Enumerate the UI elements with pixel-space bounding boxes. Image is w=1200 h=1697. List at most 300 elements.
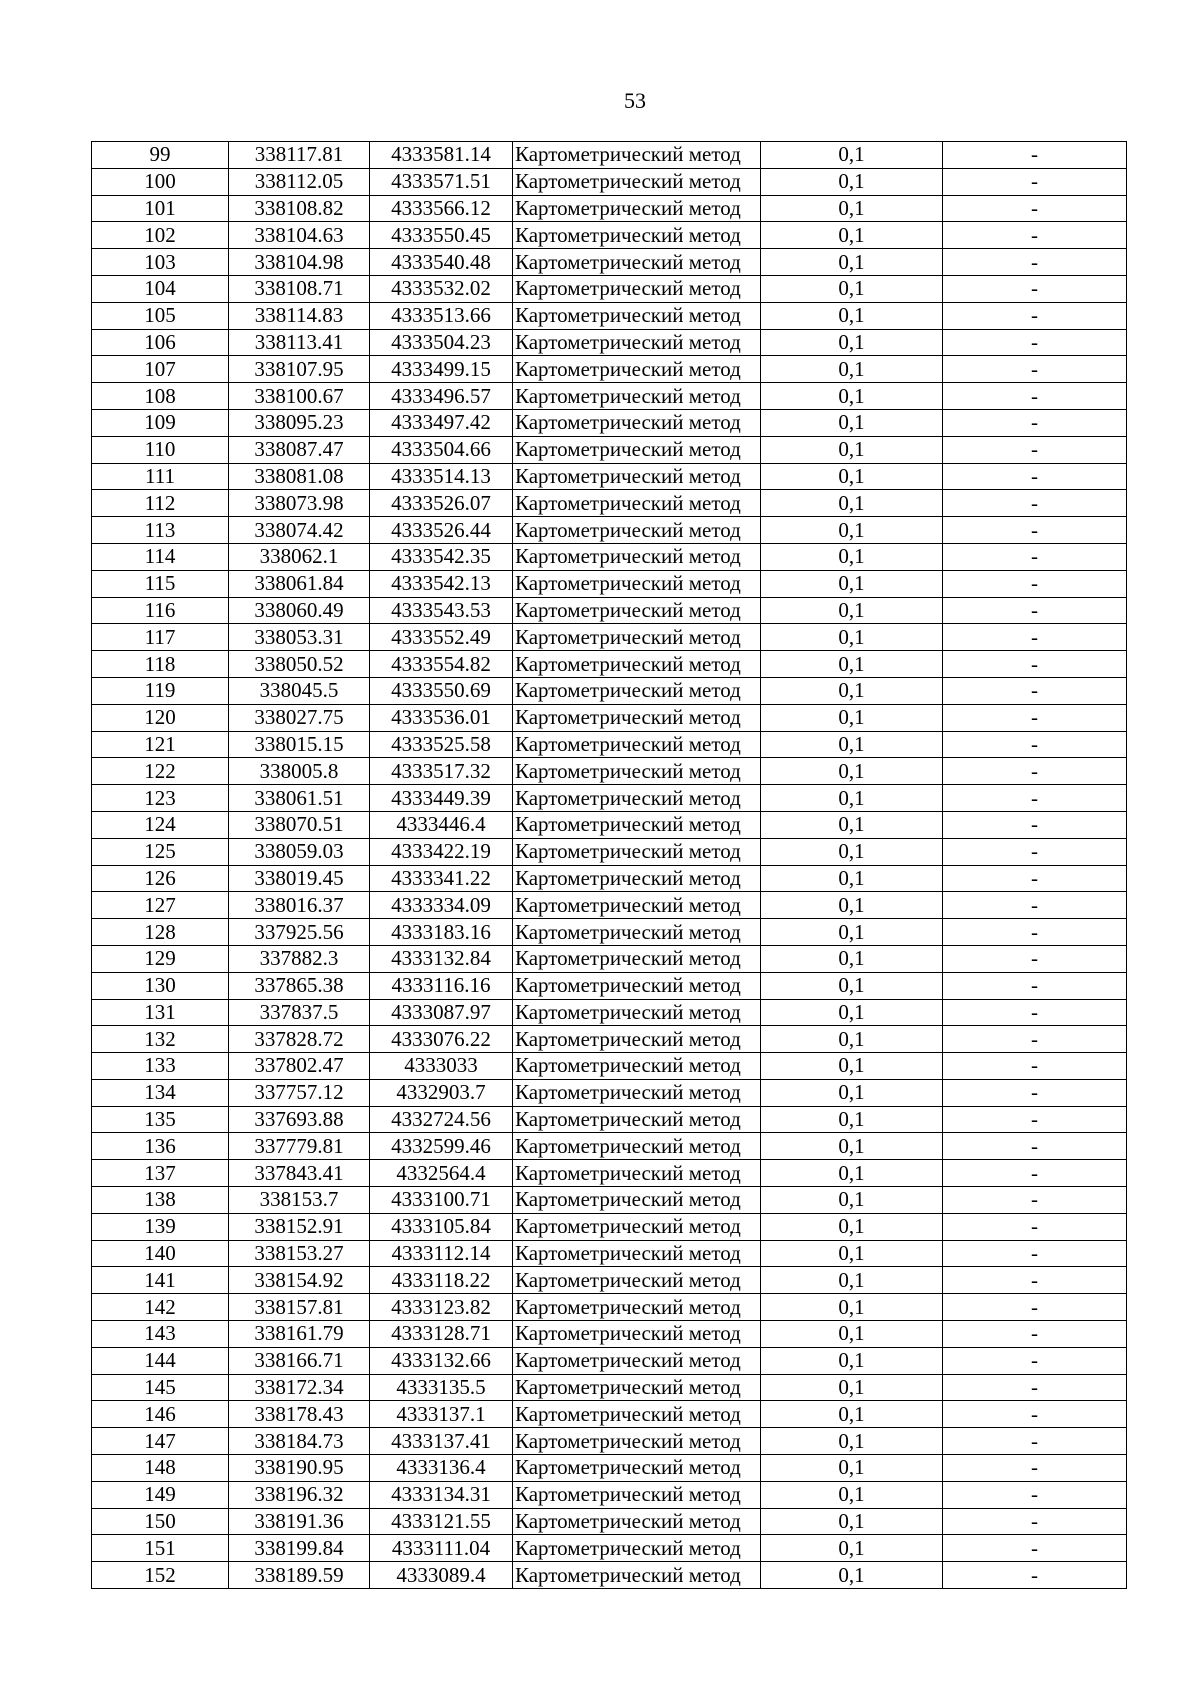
accuracy-cell: 0,1 — [761, 463, 943, 490]
x-coordinate-cell: 337843.41 — [229, 1160, 370, 1187]
accuracy-cell: 0,1 — [761, 570, 943, 597]
method-cell: Картометрический метод — [513, 1481, 761, 1508]
method-cell: Картометрический метод — [513, 1026, 761, 1053]
table-row — [92, 1347, 1127, 1374]
table-row — [92, 704, 1127, 731]
y-coordinate-cell: 4333504.23 — [370, 329, 513, 356]
accuracy-cell: 0,1 — [761, 1053, 943, 1080]
x-coordinate-cell: 338050.52 — [229, 651, 370, 678]
note-cell: - — [943, 972, 1127, 999]
point-number-cell: 140 — [92, 1240, 229, 1267]
point-number-cell: 139 — [92, 1213, 229, 1240]
method-cell: Картометрический метод — [513, 383, 761, 410]
table-row — [92, 383, 1127, 410]
note-cell: - — [943, 1481, 1127, 1508]
y-coordinate-cell: 4333137.41 — [370, 1428, 513, 1455]
x-coordinate-cell: 338112.05 — [229, 168, 370, 195]
note-cell: - — [943, 677, 1127, 704]
table-row — [92, 624, 1127, 651]
method-cell: Картометрический метод — [513, 651, 761, 678]
point-number-cell: 133 — [92, 1053, 229, 1080]
point-number-cell: 136 — [92, 1133, 229, 1160]
note-cell: - — [943, 811, 1127, 838]
accuracy-cell: 0,1 — [761, 517, 943, 544]
method-cell: Картометрический метод — [513, 677, 761, 704]
table-row — [92, 1535, 1127, 1562]
x-coordinate-cell: 338062.1 — [229, 543, 370, 570]
x-coordinate-cell: 338117.81 — [229, 142, 370, 169]
point-number-cell: 123 — [92, 785, 229, 812]
point-number-cell: 108 — [92, 383, 229, 410]
method-cell: Картометрический метод — [513, 195, 761, 222]
note-cell: - — [943, 945, 1127, 972]
accuracy-cell: 0,1 — [761, 356, 943, 383]
accuracy-cell: 0,1 — [761, 1374, 943, 1401]
note-cell: - — [943, 704, 1127, 731]
method-cell: Картометрический метод — [513, 1160, 761, 1187]
table-row — [92, 811, 1127, 838]
x-coordinate-cell: 338107.95 — [229, 356, 370, 383]
table-row — [92, 758, 1127, 785]
point-number-cell: 150 — [92, 1508, 229, 1535]
x-coordinate-cell: 338016.37 — [229, 892, 370, 919]
method-cell: Картометрический метод — [513, 275, 761, 302]
note-cell: - — [943, 919, 1127, 946]
y-coordinate-cell: 4333033 — [370, 1053, 513, 1080]
note-cell: - — [943, 275, 1127, 302]
y-coordinate-cell: 4333550.69 — [370, 677, 513, 704]
table-row — [92, 1401, 1127, 1428]
x-coordinate-cell: 338152.91 — [229, 1213, 370, 1240]
x-coordinate-cell: 338060.49 — [229, 597, 370, 624]
x-coordinate-cell: 338073.98 — [229, 490, 370, 517]
y-coordinate-cell: 4333137.1 — [370, 1401, 513, 1428]
y-coordinate-cell: 4333121.55 — [370, 1508, 513, 1535]
y-coordinate-cell: 4333571.51 — [370, 168, 513, 195]
table-row — [92, 919, 1127, 946]
x-coordinate-cell: 338095.23 — [229, 409, 370, 436]
point-number-cell: 105 — [92, 302, 229, 329]
y-coordinate-cell: 4332724.56 — [370, 1106, 513, 1133]
accuracy-cell: 0,1 — [761, 1508, 943, 1535]
accuracy-cell: 0,1 — [761, 704, 943, 731]
table-row — [92, 436, 1127, 463]
y-coordinate-cell: 4332599.46 — [370, 1133, 513, 1160]
accuracy-cell: 0,1 — [761, 677, 943, 704]
x-coordinate-cell: 338199.84 — [229, 1535, 370, 1562]
x-coordinate-cell: 338190.95 — [229, 1455, 370, 1482]
accuracy-cell: 0,1 — [761, 972, 943, 999]
accuracy-cell: 0,1 — [761, 865, 943, 892]
table-row — [92, 838, 1127, 865]
accuracy-cell: 0,1 — [761, 811, 943, 838]
point-number-cell: 110 — [92, 436, 229, 463]
point-number-cell: 151 — [92, 1535, 229, 1562]
accuracy-cell: 0,1 — [761, 543, 943, 570]
y-coordinate-cell: 4333087.97 — [370, 999, 513, 1026]
y-coordinate-cell: 4333449.39 — [370, 785, 513, 812]
accuracy-cell: 0,1 — [761, 383, 943, 410]
method-cell: Картометрический метод — [513, 1053, 761, 1080]
method-cell: Картометрический метод — [513, 463, 761, 490]
method-cell: Картометрический метод — [513, 409, 761, 436]
table-row — [92, 1428, 1127, 1455]
accuracy-cell: 0,1 — [761, 436, 943, 463]
y-coordinate-cell: 4333504.66 — [370, 436, 513, 463]
accuracy-cell: 0,1 — [761, 945, 943, 972]
method-cell: Картометрический метод — [513, 517, 761, 544]
table-row — [92, 249, 1127, 276]
accuracy-cell: 0,1 — [761, 275, 943, 302]
note-cell: - — [943, 597, 1127, 624]
x-coordinate-cell: 338114.83 — [229, 302, 370, 329]
point-number-cell: 137 — [92, 1160, 229, 1187]
x-coordinate-cell: 338154.92 — [229, 1267, 370, 1294]
note-cell: - — [943, 356, 1127, 383]
table-row — [92, 1321, 1127, 1348]
point-number-cell: 118 — [92, 651, 229, 678]
point-number-cell: 132 — [92, 1026, 229, 1053]
note-cell: - — [943, 624, 1127, 651]
x-coordinate-cell: 338061.51 — [229, 785, 370, 812]
method-cell: Картометрический метод — [513, 570, 761, 597]
method-cell: Картометрический метод — [513, 1187, 761, 1214]
accuracy-cell: 0,1 — [761, 1160, 943, 1187]
note-cell: - — [943, 1374, 1127, 1401]
accuracy-cell: 0,1 — [761, 1133, 943, 1160]
method-cell: Картометрический метод — [513, 1455, 761, 1482]
table-row — [92, 302, 1127, 329]
y-coordinate-cell: 4333526.44 — [370, 517, 513, 544]
y-coordinate-cell: 4333132.66 — [370, 1347, 513, 1374]
note-cell: - — [943, 758, 1127, 785]
y-coordinate-cell: 4333552.49 — [370, 624, 513, 651]
method-cell: Картометрический метод — [513, 490, 761, 517]
x-coordinate-cell: 337779.81 — [229, 1133, 370, 1160]
point-number-cell: 100 — [92, 168, 229, 195]
note-cell: - — [943, 1053, 1127, 1080]
note-cell: - — [943, 1401, 1127, 1428]
y-coordinate-cell: 4333526.07 — [370, 490, 513, 517]
note-cell: - — [943, 490, 1127, 517]
table-row — [92, 1455, 1127, 1482]
point-number-cell: 120 — [92, 704, 229, 731]
point-number-cell: 117 — [92, 624, 229, 651]
table-row — [92, 329, 1127, 356]
point-number-cell: 148 — [92, 1455, 229, 1482]
accuracy-cell: 0,1 — [761, 651, 943, 678]
accuracy-cell: 0,1 — [761, 222, 943, 249]
point-number-cell: 107 — [92, 356, 229, 383]
point-number-cell: 141 — [92, 1267, 229, 1294]
x-coordinate-cell: 338172.34 — [229, 1374, 370, 1401]
x-coordinate-cell: 338108.82 — [229, 195, 370, 222]
method-cell: Картометрический метод — [513, 1401, 761, 1428]
point-number-cell: 109 — [92, 409, 229, 436]
y-coordinate-cell: 4333514.13 — [370, 463, 513, 490]
y-coordinate-cell: 4333517.32 — [370, 758, 513, 785]
x-coordinate-cell: 338191.36 — [229, 1508, 370, 1535]
method-cell: Картометрический метод — [513, 543, 761, 570]
note-cell: - — [943, 329, 1127, 356]
note-cell: - — [943, 142, 1127, 169]
note-cell: - — [943, 1079, 1127, 1106]
x-coordinate-cell: 338100.67 — [229, 383, 370, 410]
point-number-cell: 152 — [92, 1562, 229, 1589]
y-coordinate-cell: 4333111.04 — [370, 1535, 513, 1562]
x-coordinate-cell: 338196.32 — [229, 1481, 370, 1508]
note-cell: - — [943, 1187, 1127, 1214]
x-coordinate-cell: 338005.8 — [229, 758, 370, 785]
accuracy-cell: 0,1 — [761, 1240, 943, 1267]
table-row — [92, 275, 1127, 302]
accuracy-cell: 0,1 — [761, 1026, 943, 1053]
point-number-cell: 126 — [92, 865, 229, 892]
table-row — [92, 892, 1127, 919]
accuracy-cell: 0,1 — [761, 919, 943, 946]
x-coordinate-cell: 337925.56 — [229, 919, 370, 946]
table-row — [92, 1187, 1127, 1214]
y-coordinate-cell: 4333341.22 — [370, 865, 513, 892]
point-number-cell: 147 — [92, 1428, 229, 1455]
accuracy-cell: 0,1 — [761, 1562, 943, 1589]
note-cell: - — [943, 195, 1127, 222]
table-row — [92, 1026, 1127, 1053]
method-cell: Картометрический метод — [513, 1347, 761, 1374]
note-cell: - — [943, 168, 1127, 195]
x-coordinate-cell: 337837.5 — [229, 999, 370, 1026]
accuracy-cell: 0,1 — [761, 999, 943, 1026]
y-coordinate-cell: 4333525.58 — [370, 731, 513, 758]
method-cell: Картометрический метод — [513, 1508, 761, 1535]
y-coordinate-cell: 4333542.13 — [370, 570, 513, 597]
table-row — [92, 1267, 1127, 1294]
y-coordinate-cell: 4333118.22 — [370, 1267, 513, 1294]
page-number: 53 — [624, 88, 646, 113]
point-number-cell: 124 — [92, 811, 229, 838]
table-row — [92, 490, 1127, 517]
y-coordinate-cell: 4333132.84 — [370, 945, 513, 972]
table-row — [92, 945, 1127, 972]
point-number-cell: 101 — [92, 195, 229, 222]
x-coordinate-cell: 337828.72 — [229, 1026, 370, 1053]
point-number-cell: 134 — [92, 1079, 229, 1106]
y-coordinate-cell: 4333089.4 — [370, 1562, 513, 1589]
x-coordinate-cell: 338087.47 — [229, 436, 370, 463]
note-cell: - — [943, 222, 1127, 249]
table-row — [92, 999, 1127, 1026]
table-row — [92, 677, 1127, 704]
accuracy-cell: 0,1 — [761, 892, 943, 919]
table-row — [92, 409, 1127, 436]
y-coordinate-cell: 4333183.16 — [370, 919, 513, 946]
accuracy-cell: 0,1 — [761, 168, 943, 195]
point-number-cell: 135 — [92, 1106, 229, 1133]
method-cell: Картометрический метод — [513, 892, 761, 919]
y-coordinate-cell: 4333076.22 — [370, 1026, 513, 1053]
method-cell: Картометрический метод — [513, 624, 761, 651]
method-cell: Картометрический метод — [513, 704, 761, 731]
accuracy-cell: 0,1 — [761, 1455, 943, 1482]
note-cell: - — [943, 999, 1127, 1026]
table-row — [92, 356, 1127, 383]
y-coordinate-cell: 4333566.12 — [370, 195, 513, 222]
note-cell: - — [943, 409, 1127, 436]
y-coordinate-cell: 4333499.15 — [370, 356, 513, 383]
x-coordinate-cell: 338045.5 — [229, 677, 370, 704]
method-cell: Картометрический метод — [513, 838, 761, 865]
x-coordinate-cell: 338113.41 — [229, 329, 370, 356]
note-cell: - — [943, 1535, 1127, 1562]
note-cell: - — [943, 249, 1127, 276]
note-cell: - — [943, 570, 1127, 597]
y-coordinate-cell: 4332564.4 — [370, 1160, 513, 1187]
y-coordinate-cell: 4333123.82 — [370, 1294, 513, 1321]
point-number-cell: 130 — [92, 972, 229, 999]
note-cell: - — [943, 436, 1127, 463]
x-coordinate-cell: 338081.08 — [229, 463, 370, 490]
method-cell: Картометрический метод — [513, 1133, 761, 1160]
accuracy-cell: 0,1 — [761, 758, 943, 785]
x-coordinate-cell: 338019.45 — [229, 865, 370, 892]
note-cell: - — [943, 463, 1127, 490]
note-cell: - — [943, 1267, 1127, 1294]
note-cell: - — [943, 892, 1127, 919]
accuracy-cell: 0,1 — [761, 1267, 943, 1294]
x-coordinate-cell: 338027.75 — [229, 704, 370, 731]
note-cell: - — [943, 1240, 1127, 1267]
point-number-cell: 144 — [92, 1347, 229, 1374]
x-coordinate-cell: 337757.12 — [229, 1079, 370, 1106]
point-number-cell: 138 — [92, 1187, 229, 1214]
x-coordinate-cell: 338074.42 — [229, 517, 370, 544]
method-cell: Картометрический метод — [513, 999, 761, 1026]
note-cell: - — [943, 651, 1127, 678]
note-cell: - — [943, 1562, 1127, 1589]
point-number-cell: 114 — [92, 543, 229, 570]
accuracy-cell: 0,1 — [761, 142, 943, 169]
note-cell: - — [943, 1321, 1127, 1348]
accuracy-cell: 0,1 — [761, 1535, 943, 1562]
coordinates-table — [91, 141, 1127, 1589]
note-cell: - — [943, 1160, 1127, 1187]
note-cell: - — [943, 1347, 1127, 1374]
x-coordinate-cell: 338104.63 — [229, 222, 370, 249]
point-number-cell: 125 — [92, 838, 229, 865]
y-coordinate-cell: 4333542.35 — [370, 543, 513, 570]
table-row — [92, 1562, 1127, 1589]
note-cell: - — [943, 302, 1127, 329]
table-row — [92, 543, 1127, 570]
point-number-cell: 122 — [92, 758, 229, 785]
method-cell: Картометрический метод — [513, 1213, 761, 1240]
point-number-cell: 143 — [92, 1321, 229, 1348]
note-cell: - — [943, 1133, 1127, 1160]
y-coordinate-cell: 4333581.14 — [370, 142, 513, 169]
x-coordinate-cell: 338104.98 — [229, 249, 370, 276]
point-number-cell: 145 — [92, 1374, 229, 1401]
accuracy-cell: 0,1 — [761, 409, 943, 436]
x-coordinate-cell: 338166.71 — [229, 1347, 370, 1374]
method-cell: Картометрический метод — [513, 1240, 761, 1267]
table-row — [92, 1240, 1127, 1267]
y-coordinate-cell: 4333550.45 — [370, 222, 513, 249]
table-row — [92, 785, 1127, 812]
accuracy-cell: 0,1 — [761, 1294, 943, 1321]
coordinates-table-body — [92, 142, 1127, 1589]
method-cell: Картометрический метод — [513, 865, 761, 892]
point-number-cell: 149 — [92, 1481, 229, 1508]
y-coordinate-cell: 4333116.16 — [370, 972, 513, 999]
note-cell: - — [943, 517, 1127, 544]
method-cell: Картометрический метод — [513, 168, 761, 195]
method-cell: Картометрический метод — [513, 785, 761, 812]
table-row — [92, 1508, 1127, 1535]
note-cell: - — [943, 1026, 1127, 1053]
method-cell: Картометрический метод — [513, 356, 761, 383]
method-cell: Картометрический метод — [513, 1374, 761, 1401]
method-cell: Картометрический метод — [513, 1294, 761, 1321]
table-row — [92, 1133, 1127, 1160]
note-cell: - — [943, 1428, 1127, 1455]
accuracy-cell: 0,1 — [761, 1481, 943, 1508]
accuracy-cell: 0,1 — [761, 1321, 943, 1348]
method-cell: Картометрический метод — [513, 811, 761, 838]
x-coordinate-cell: 338184.73 — [229, 1428, 370, 1455]
y-coordinate-cell: 4333422.19 — [370, 838, 513, 865]
note-cell: - — [943, 1106, 1127, 1133]
y-coordinate-cell: 4333134.31 — [370, 1481, 513, 1508]
method-cell: Картометрический метод — [513, 597, 761, 624]
note-cell: - — [943, 1455, 1127, 1482]
table-row — [92, 972, 1127, 999]
note-cell: - — [943, 383, 1127, 410]
point-number-cell: 119 — [92, 677, 229, 704]
method-cell: Картометрический метод — [513, 945, 761, 972]
point-number-cell: 142 — [92, 1294, 229, 1321]
table-row — [92, 651, 1127, 678]
point-number-cell: 116 — [92, 597, 229, 624]
y-coordinate-cell: 4333128.71 — [370, 1321, 513, 1348]
note-cell: - — [943, 1213, 1127, 1240]
point-number-cell: 113 — [92, 517, 229, 544]
point-number-cell: 111 — [92, 463, 229, 490]
method-cell: Картометрический метод — [513, 758, 761, 785]
table-row — [92, 570, 1127, 597]
point-number-cell: 104 — [92, 275, 229, 302]
x-coordinate-cell: 338153.7 — [229, 1187, 370, 1214]
y-coordinate-cell: 4333532.02 — [370, 275, 513, 302]
point-number-cell: 129 — [92, 945, 229, 972]
y-coordinate-cell: 4333105.84 — [370, 1213, 513, 1240]
point-number-cell: 115 — [92, 570, 229, 597]
x-coordinate-cell: 338153.27 — [229, 1240, 370, 1267]
accuracy-cell: 0,1 — [761, 1187, 943, 1214]
point-number-cell: 106 — [92, 329, 229, 356]
table-row — [92, 1213, 1127, 1240]
x-coordinate-cell: 338108.71 — [229, 275, 370, 302]
method-cell: Картометрический метод — [513, 302, 761, 329]
accuracy-cell: 0,1 — [761, 1106, 943, 1133]
table-row — [92, 1294, 1127, 1321]
note-cell: - — [943, 543, 1127, 570]
table-row — [92, 1079, 1127, 1106]
method-cell: Картометрический метод — [513, 142, 761, 169]
table-row — [92, 463, 1127, 490]
accuracy-cell: 0,1 — [761, 731, 943, 758]
table-row — [92, 731, 1127, 758]
table-row — [92, 1053, 1127, 1080]
